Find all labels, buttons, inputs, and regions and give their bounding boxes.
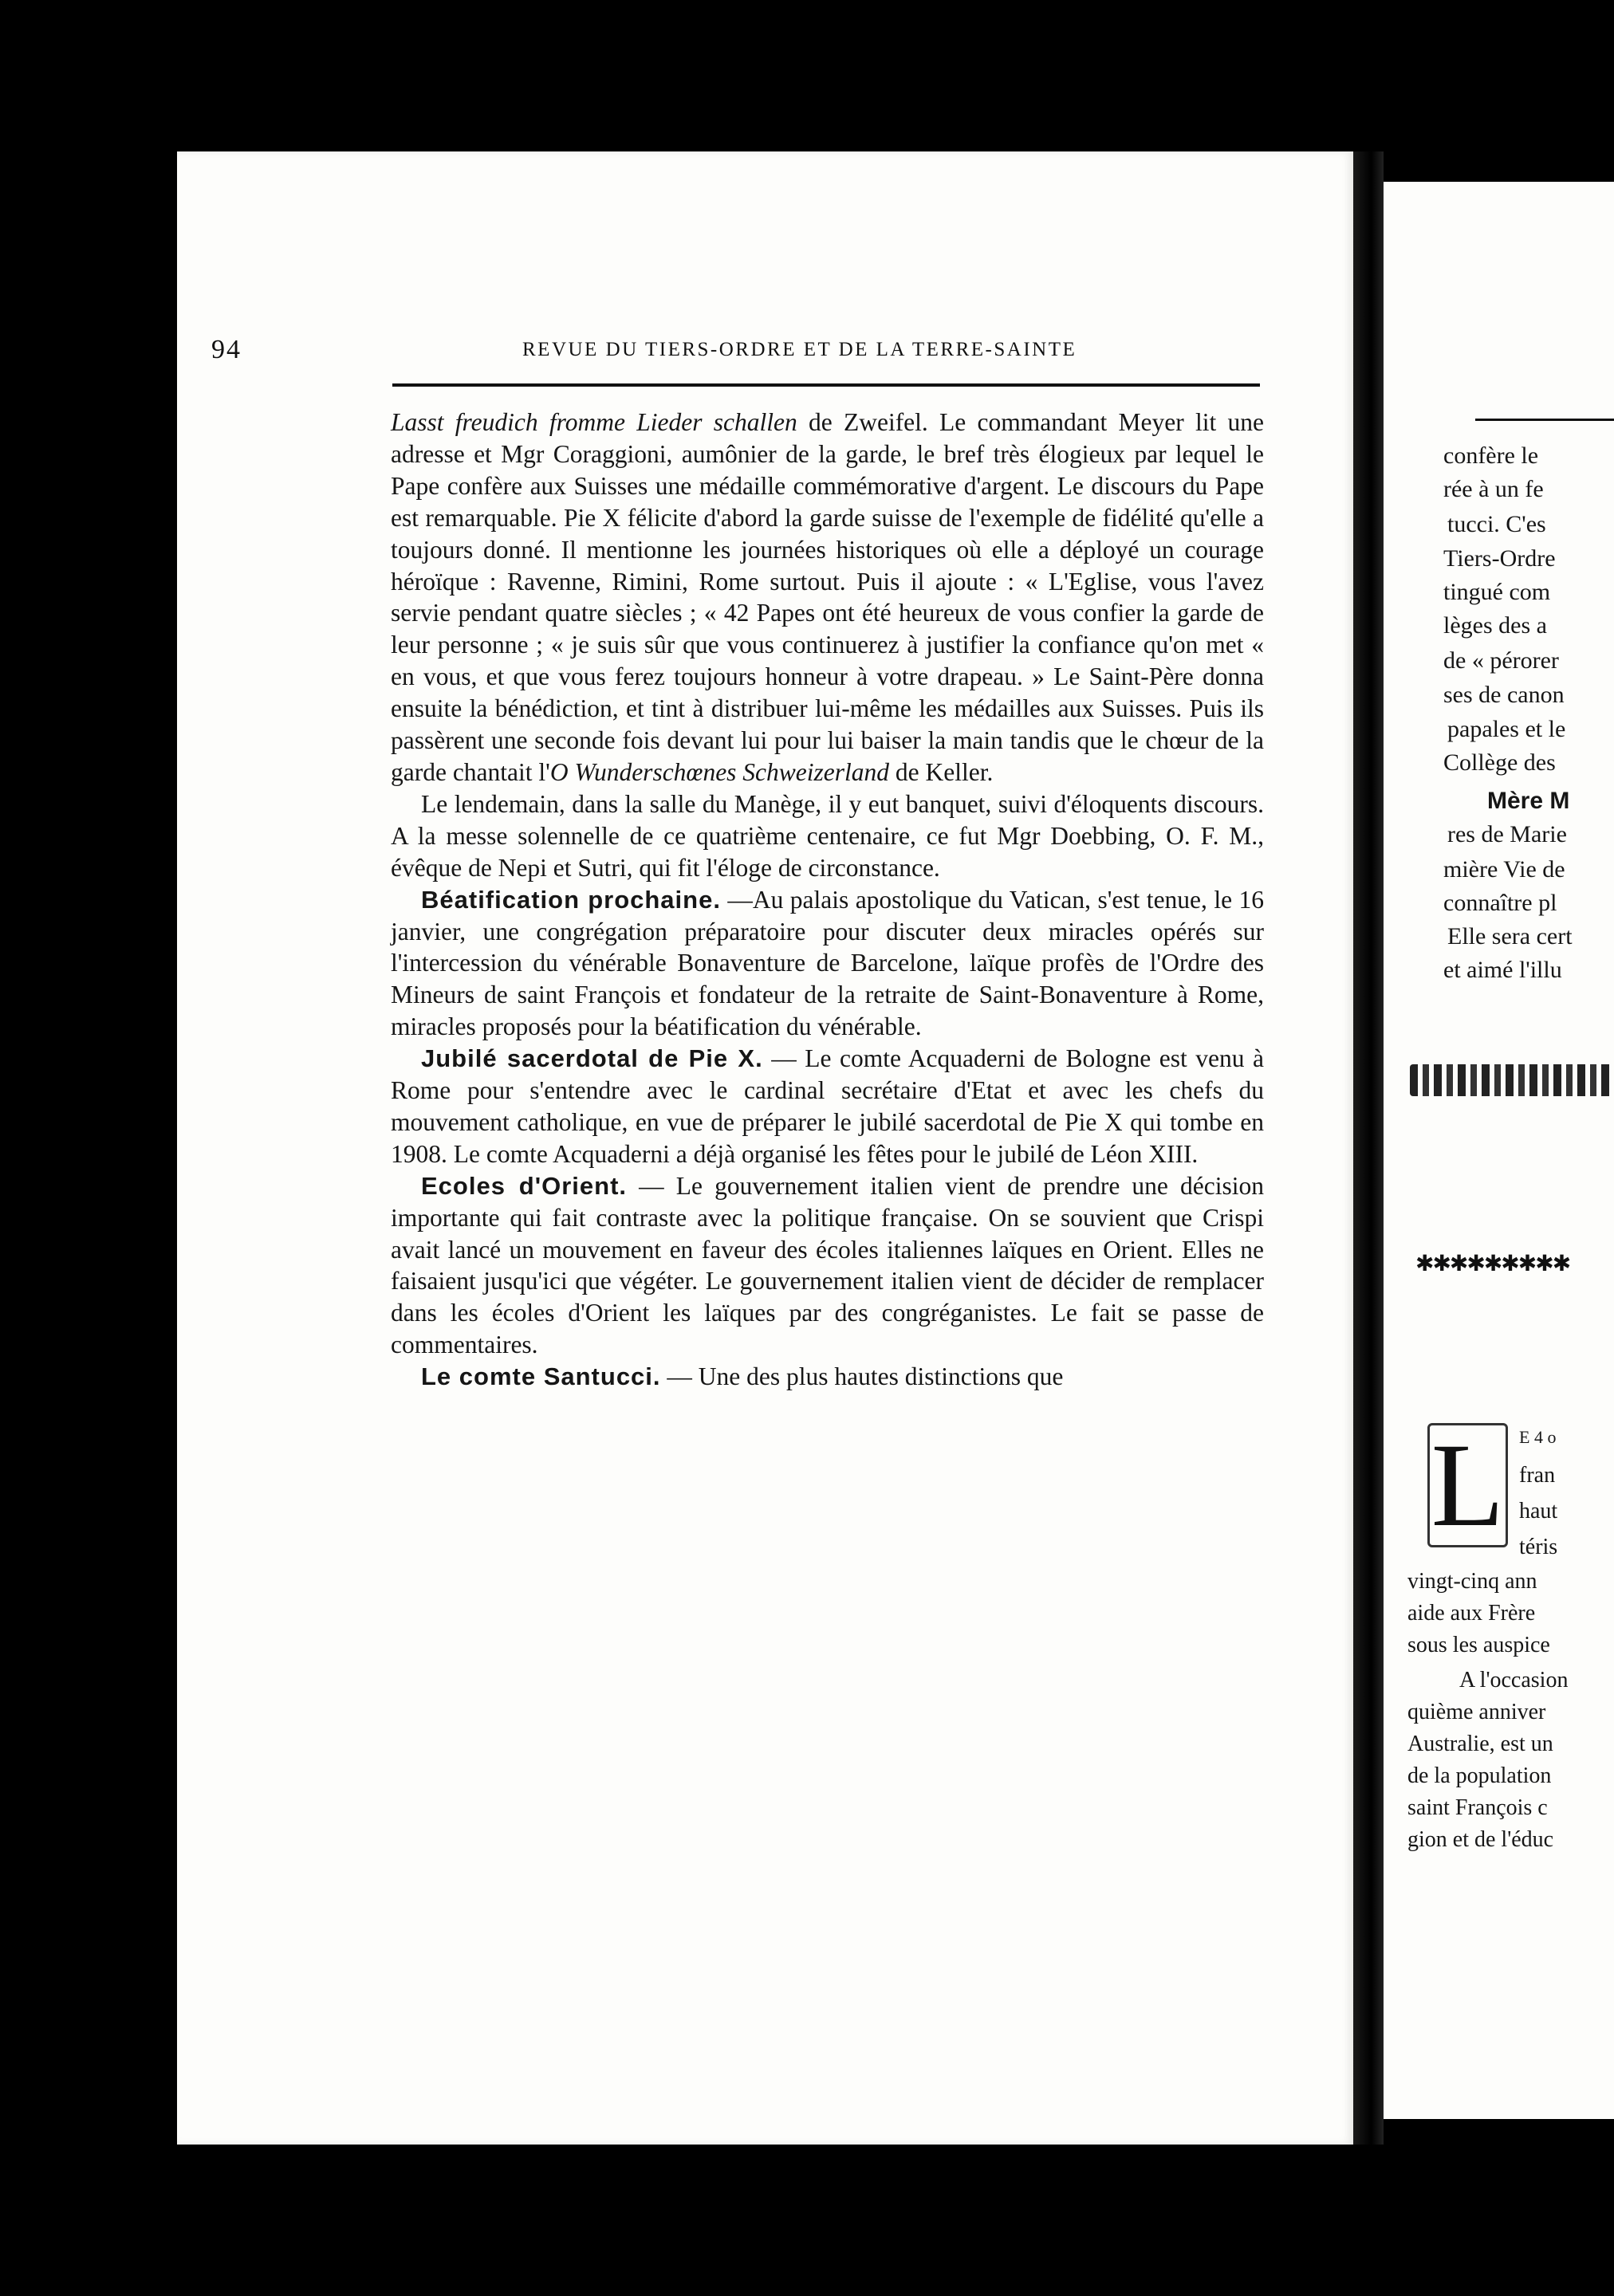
right-page-line: ses de canon: [1443, 682, 1565, 708]
paragraph-ecoles: [391, 1170, 1264, 1361]
paragraph-1: [391, 407, 1264, 788]
paragraph-italic-title: O Wunderschœnes Schweizerland: [549, 757, 890, 786]
paragraph-text: — Le gouvernement italien vient de prendre une décision importante qui fait contraste avec la politique française. On se souvient que Crispi avait lancé un mouvement en faveur des écoles italiennes laïques en Orient. Elles ne faisaient jusqu'ici que végéter. Le gouvernement italien vient de décider de remplacer dans les écoles d'Orient les laïques par des congréganistes. Le fait se passe de commentaires.: [391, 1171, 1264, 1359]
right-page-line: Australie, est un: [1407, 1732, 1553, 1756]
paragraph-2: [391, 788, 1264, 884]
right-page-line: mière Vie de: [1443, 856, 1565, 883]
right-page-line: sous les auspice: [1407, 1633, 1550, 1657]
right-header-rule: [1475, 419, 1614, 421]
right-page-line: tingué com: [1443, 579, 1551, 605]
ornament-band: [1410, 1064, 1614, 1096]
right-page-line: tucci. C'es: [1447, 511, 1546, 537]
right-page-line: de « pérorer: [1443, 647, 1559, 674]
section-title: Le comte Santucci.: [421, 1362, 661, 1391]
right-page-line: de la population: [1407, 1763, 1552, 1788]
right-page-line: vingt-cinq ann: [1407, 1569, 1537, 1594]
right-page-line: Elle sera cert: [1447, 923, 1573, 949]
right-page-line: gion et de l'éduc: [1407, 1827, 1554, 1852]
right-page-line: lèges des a: [1443, 612, 1547, 639]
right-page-line: quième anniver: [1407, 1700, 1546, 1724]
right-page-line: et aimé l'illu: [1443, 957, 1562, 983]
right-page-line: Tiers-Ordre: [1443, 545, 1556, 572]
right-page-line: saint François c: [1407, 1795, 1548, 1820]
paragraph-text: —Au palais apostolique du Vatican, s'est tenue, le 16 janvier, une congrégation préparatoire pour discuter deux miracles opérés sur l'intercession du vénérable Bonaventure de Barcelone, laïque profès de l'Ordre des Mineurs de saint François et fondateur de la retraite de Saint-Bonaventure à Rome, miracles proposés pour la béatification du vénérable.: [391, 885, 1264, 1041]
page-number: 94: [211, 335, 242, 364]
running-title: REVUE DU TIERS-ORDRE ET DE LA TERRE-SAINTE: [522, 339, 1077, 360]
paragraph-text: Le lendemain, dans la salle du Manège, il y eut banquet, suivi d'éloquents discours. A la messe solennelle de ce quatrième centenaire, ce fut Mgr Doebbing, O. F. M., évêque de Nepi et Sutri, qui fit l'éloge de circonstance.: [391, 789, 1264, 882]
header-rule: [392, 383, 1260, 387]
right-page-line: rée à un fe: [1443, 476, 1544, 502]
star-divider: ✱✱✱✱✱✱✱✱✱: [1415, 1252, 1570, 1276]
right-page-line: téris: [1519, 1535, 1558, 1559]
right-page-line: res de Marie: [1447, 821, 1567, 847]
section-title: Béatification prochaine.: [421, 885, 721, 914]
right-page-line: fran: [1519, 1463, 1556, 1488]
paragraph-text: de Zweifel. Le commandant Meyer lit une adresse et Mgr Coraggioni, aumônier de la garde, le bref très élogieux par lequel le Pape confère aux Suisses une médaille commémorative d'argent. Le discours du Pape est remarquable. Pie X félicite d'abord la garde suisse de l'exemple de fidélité qu'elle a toujours donné. Il mentionne les journées historiques où elle a déployé un courage héroïque : Ravenne, Rimini, Rome surtout. Puis il ajoute : « L'Eglise, vous l'avez servie pendant quatre siècles ; « 42 Papes ont été heureux de vous confier la garde de leur personne ; « je suis sûr que vous continuerez à justifier la confiance qu'on met « en vous, et que vous ferez toujours honneur à votre drapeau. » Le Saint-Père donna ensuite la bénédiction, et tint à distribuer lui-même les médailles aux Suisses. Puis ils passèrent une seconde fois devant lui pour lui baiser la main tandis que le chœur de la garde chantait l': [391, 408, 1264, 786]
section-title: Ecoles d'Orient.: [421, 1171, 628, 1200]
paragraph-beatification: [391, 884, 1264, 1044]
paragraph-text: — Une des plus hautes distinctions que: [660, 1362, 1064, 1391]
right-page-line: Collège des: [1443, 749, 1556, 776]
right-page-line: aide aux Frère: [1407, 1601, 1536, 1626]
right-page-line: Mère M: [1487, 788, 1570, 814]
right-page-line: E 4 o: [1519, 1427, 1557, 1447]
section-title: Jubilé sacerdotal de Pie X.: [421, 1044, 763, 1073]
paragraph-text: — Le comte Acquaderni de Bologne est venu à Rome pour s'entendre avec le cardinal secrétaire d'Etat et avec les chefs du mouvement catholique, en vue de préparer le jubilé sacerdotal de Pie X qui tombe en 1908. Le comte Acquaderni a déjà organisé les fêtes pour le jubilé de Léon XIII.: [391, 1044, 1265, 1168]
right-page-line: connaître pl: [1443, 890, 1557, 916]
article-body: [391, 407, 1264, 1393]
book-spine: [1353, 151, 1384, 2145]
right-page-line: haut: [1519, 1499, 1558, 1523]
right-page-line: papales et le: [1447, 716, 1566, 742]
paragraph-santucci: [391, 1361, 1264, 1393]
paragraph-text-end: de Keller.: [889, 757, 994, 786]
paragraph-italic-lead: Lasst freudich fromme Lieder schallen: [391, 408, 797, 436]
right-page-line: confère le: [1443, 442, 1539, 469]
right-page-line: A l'occasion: [1459, 1668, 1569, 1693]
drop-cap: L: [1427, 1423, 1508, 1547]
paragraph-jubile: [391, 1043, 1264, 1170]
